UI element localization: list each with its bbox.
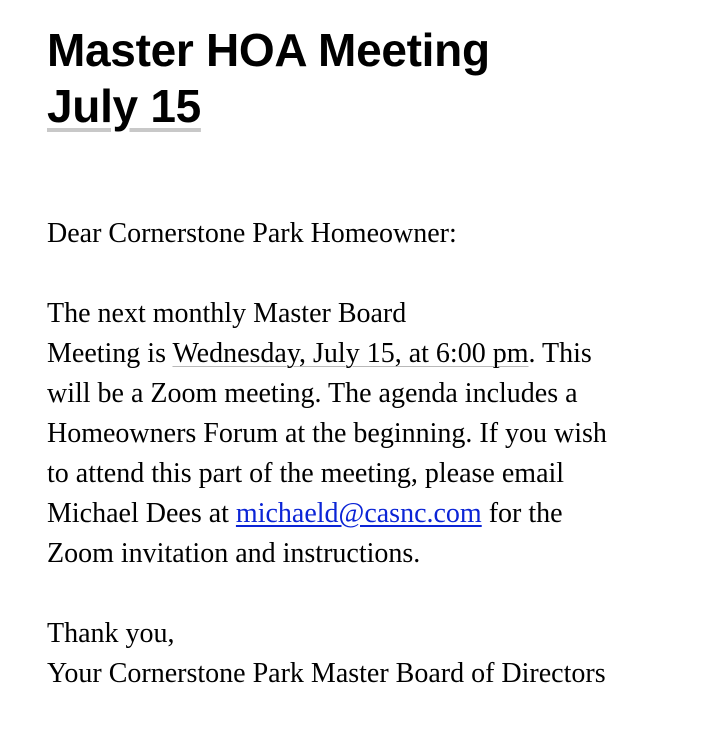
title-line-1: Master HOA Meeting xyxy=(47,24,490,76)
meeting-paragraph xyxy=(47,294,707,574)
signoff xyxy=(47,614,707,694)
paragraph-line-2 xyxy=(47,334,707,374)
paragraph-line-5: to attend this part of the meeting, please email xyxy=(47,458,565,489)
meeting-date-link[interactable]: Wednesday, July 15, at 6:00 pm xyxy=(172,338,529,369)
line-6-suffix: for the xyxy=(481,498,563,529)
title-line-2-wrapper xyxy=(47,78,707,134)
line-6-prefix: Michael Dees at xyxy=(47,498,236,529)
paragraph-line-4: Homeowners Forum at the beginning. If you wish xyxy=(47,418,607,449)
line-2-prefix: Meeting is xyxy=(47,338,173,369)
greeting: Dear Cornerstone Park Homeowner: xyxy=(47,218,457,249)
paragraph-line-6 xyxy=(47,494,707,534)
paragraph-line-7: Zoom invitation and instructions. xyxy=(47,538,421,569)
page-title xyxy=(47,22,707,134)
email-link[interactable]: michaeld@casnc.com xyxy=(235,498,482,529)
line-2-suffix: . This xyxy=(528,338,592,369)
paragraph-line-1: The next monthly Master Board xyxy=(47,298,407,329)
paragraph-line-3: will be a Zoom meeting. The agenda includes a xyxy=(47,378,578,409)
closing: Thank you, xyxy=(47,618,175,649)
title-date[interactable]: July 15 xyxy=(47,80,201,132)
signature: Your Cornerstone Park Master Board of Directors xyxy=(47,658,606,689)
message-body xyxy=(47,22,707,694)
